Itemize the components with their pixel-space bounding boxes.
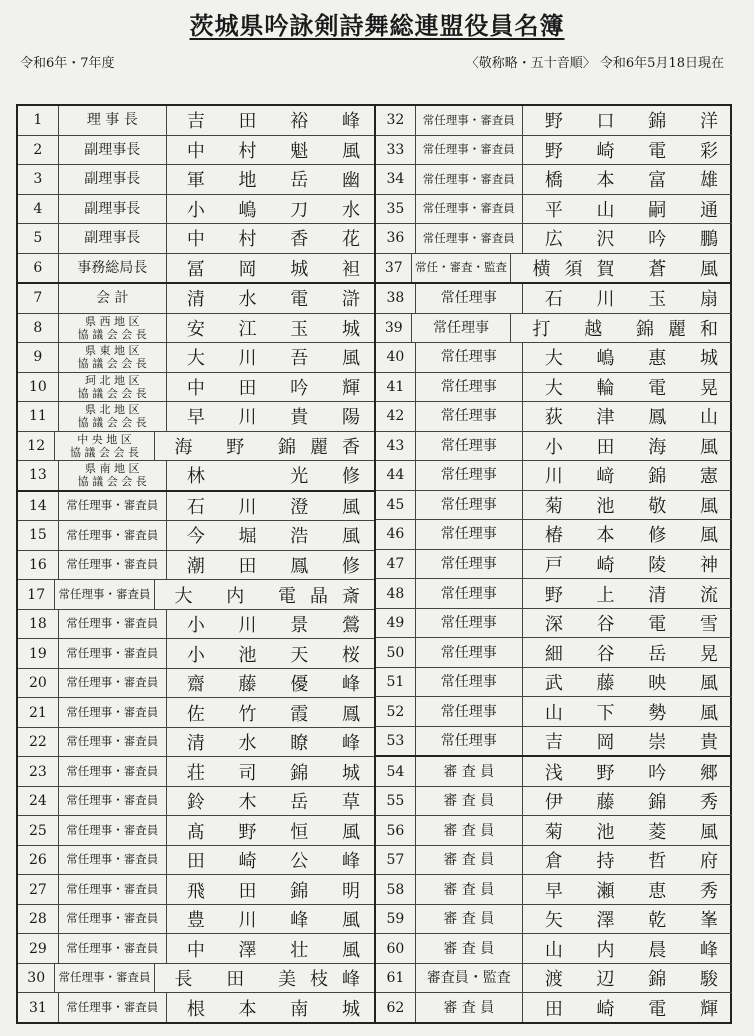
member-name: 菊 池 敬 風 — [544, 495, 732, 517]
member-number: 14 — [18, 492, 59, 521]
member-role: 常任理事・審査員 — [59, 905, 167, 934]
member-role: 常任理事・審査員 — [59, 639, 167, 668]
member-name: 中 田 吟 輝 — [186, 377, 374, 399]
table-row — [376, 106, 732, 136]
member-role: 常任理事・審査員 — [416, 165, 523, 194]
member-number: 38 — [376, 284, 416, 313]
member-role: 常任理事・審査員 — [416, 195, 523, 224]
member-role: 常任理事 — [416, 343, 523, 372]
member-number: 18 — [18, 610, 59, 639]
member-name: 海 野 錦麗香 — [174, 436, 374, 458]
member-name: 安 江 玉 城 — [186, 318, 374, 340]
roster-table — [16, 104, 732, 1024]
member-name: 早 瀬 恵 秀 — [544, 880, 732, 902]
member-name: 倉 持 哲 府 — [544, 851, 732, 873]
member-number: 34 — [376, 165, 416, 194]
member-name: 大 内 電晶斎 — [174, 585, 374, 607]
member-name: 田 崎 電 輝 — [544, 998, 732, 1020]
member-number: 50 — [376, 638, 416, 667]
member-number: 2 — [18, 136, 59, 165]
member-role: 常任理事・審査員 — [59, 846, 167, 875]
table-row — [376, 816, 732, 846]
member-role: 常任理事・審査員 — [59, 492, 167, 521]
table-row — [18, 610, 374, 640]
member-role: 常任理事・審査員 — [59, 521, 167, 550]
member-number: 20 — [18, 669, 59, 698]
member-name: 飛 田 錦 明 — [186, 880, 374, 902]
table-row — [18, 757, 374, 787]
member-name: 小 嶋 刀 水 — [186, 199, 374, 221]
table-row — [18, 521, 374, 551]
table-row — [376, 491, 732, 521]
table-row — [376, 993, 732, 1022]
table-row — [18, 846, 374, 876]
member-role: 常任理事・審査員 — [416, 106, 523, 135]
table-row — [376, 787, 732, 817]
member-role: 常任理事・審査員 — [59, 934, 167, 963]
member-number: 52 — [376, 697, 416, 726]
member-role: 副理事長 — [59, 165, 167, 194]
member-number: 1 — [18, 106, 59, 135]
member-name: 椿 本 修 風 — [544, 525, 732, 547]
member-number: 40 — [376, 343, 416, 372]
table-row — [376, 402, 732, 432]
member-role: 常任理事 — [416, 579, 523, 608]
member-role: 常任理事 — [416, 461, 523, 490]
member-name: 野 上 清 流 — [544, 584, 732, 606]
member-name: 大 川 吾 風 — [186, 348, 374, 370]
member-role: 常任理事 — [416, 609, 523, 638]
member-role: 常任理事 — [412, 314, 510, 343]
table-row — [18, 639, 374, 669]
table-row — [18, 492, 374, 522]
member-number: 32 — [376, 106, 416, 135]
member-name: 軍 地 岳 幽 — [186, 170, 374, 192]
member-name: 荘 司 錦 城 — [186, 762, 374, 784]
table-row — [18, 284, 374, 314]
table-row — [18, 165, 374, 195]
member-role: 審 査 員 — [416, 787, 523, 816]
member-name: 豊 川 峰 風 — [186, 910, 374, 932]
member-number: 48 — [376, 579, 416, 608]
member-number: 36 — [376, 224, 416, 253]
table-row — [376, 757, 732, 787]
member-number: 55 — [376, 787, 416, 816]
table-row — [18, 551, 374, 581]
member-role: 常任理事・審査員 — [59, 993, 167, 1022]
table-row — [18, 402, 374, 432]
member-name: 石 川 澄 風 — [186, 496, 374, 518]
member-number: 47 — [376, 550, 416, 579]
member-number: 62 — [376, 993, 416, 1022]
member-role: 常任理事・審査員 — [416, 224, 523, 253]
member-name: 今 堀 浩 風 — [186, 526, 374, 548]
member-name: 中 澤 壮 風 — [186, 939, 374, 961]
table-row — [376, 875, 732, 905]
table-row — [376, 314, 732, 344]
member-role: 副理事長 — [59, 195, 167, 224]
member-number: 9 — [18, 343, 59, 372]
member-role: 常任理事・審査員 — [59, 728, 167, 757]
member-number: 19 — [18, 639, 59, 668]
member-number: 33 — [376, 136, 416, 165]
member-name: 大 嶋 惠 城 — [544, 348, 732, 370]
member-name: 冨 岡 城 袒 — [186, 258, 374, 280]
member-name: 荻 津 鳳 山 — [544, 407, 732, 429]
member-role: 副理事長 — [59, 224, 167, 253]
member-role: 審 査 員 — [416, 905, 523, 934]
table-row — [376, 697, 732, 727]
member-role: 常任理事 — [416, 697, 523, 726]
member-name: 戸 崎 陵 神 — [544, 554, 732, 576]
member-role: 常任理事・審査員 — [59, 551, 167, 580]
member-number: 27 — [18, 875, 59, 904]
member-name: 野 崎 電 彩 — [544, 140, 732, 162]
member-name: 橋 本 富 雄 — [544, 170, 732, 192]
member-role: 常任理事・審査員 — [59, 698, 167, 727]
table-row — [376, 284, 732, 314]
table-row — [376, 195, 732, 225]
member-name: 渡 辺 錦 駿 — [544, 969, 732, 991]
member-role: 常任理事 — [416, 668, 523, 697]
member-role: 中 央 地 区 協 議 会 会 長 — [55, 432, 154, 461]
member-role: 理 事 長 — [59, 106, 167, 135]
roster-left-column — [18, 106, 376, 1022]
member-number: 57 — [376, 846, 416, 875]
member-name: 平 山 嗣 通 — [544, 199, 732, 221]
member-number: 43 — [376, 432, 416, 461]
member-name: 林 光 修 — [186, 466, 374, 488]
member-role: 事務総局長 — [59, 254, 167, 283]
member-number: 22 — [18, 728, 59, 757]
table-row — [18, 461, 374, 492]
member-role: 審 査 員 — [416, 934, 523, 963]
member-name: 小 池 天 桜 — [186, 644, 374, 666]
member-name: 吉 岡 崇 貴 — [544, 732, 732, 754]
member-number: 39 — [376, 314, 412, 343]
member-role: 常任理事・審査員 — [59, 816, 167, 845]
table-row — [376, 668, 732, 698]
member-number: 61 — [376, 964, 416, 993]
table-row — [18, 964, 374, 994]
member-number: 30 — [18, 964, 55, 993]
member-name: 清 水 電 滸 — [186, 289, 374, 311]
member-number: 59 — [376, 905, 416, 934]
member-number: 37 — [376, 254, 412, 283]
table-row — [376, 579, 732, 609]
member-number: 10 — [18, 373, 59, 402]
member-role: 常任理事・審査員 — [59, 669, 167, 698]
table-row — [376, 905, 732, 935]
member-name: 吉 田 裕 峰 — [186, 111, 374, 133]
member-name: 田 崎 公 峰 — [186, 851, 374, 873]
member-name: 鈴 木 岳 草 — [186, 792, 374, 814]
fiscal-year: 令和6年・7年度 — [20, 56, 115, 71]
table-row — [18, 314, 374, 344]
member-number: 8 — [18, 314, 59, 343]
member-number: 17 — [18, 580, 55, 609]
member-number: 23 — [18, 757, 59, 786]
member-role: 審 査 員 — [416, 993, 523, 1022]
member-role: 県 東 地 区 協 議 会 会 長 — [59, 343, 167, 372]
member-number: 54 — [376, 757, 416, 786]
table-row — [18, 728, 374, 758]
table-row — [376, 934, 732, 964]
member-name: 山 下 勢 風 — [544, 702, 732, 724]
table-row — [376, 432, 732, 462]
member-number: 49 — [376, 609, 416, 638]
date-note: 〈敬称略・五十音順〉 令和6年5月18日現在 — [465, 56, 724, 71]
member-number: 58 — [376, 875, 416, 904]
member-number: 6 — [18, 254, 59, 283]
member-name: 武 藤 映 風 — [544, 673, 732, 695]
table-row — [18, 875, 374, 905]
table-row — [18, 254, 374, 285]
member-number: 3 — [18, 165, 59, 194]
member-name: 石 川 玉 扇 — [544, 289, 732, 311]
member-number: 56 — [376, 816, 416, 845]
member-number: 26 — [18, 846, 59, 875]
member-name: 中 村 香 花 — [186, 229, 374, 251]
table-row — [18, 343, 374, 373]
member-role: 審査員・監査 — [416, 964, 523, 993]
member-name: 齋 藤 優 峰 — [186, 674, 374, 696]
member-name: 山 内 晨 峰 — [544, 939, 732, 961]
table-row — [376, 550, 732, 580]
table-row — [18, 106, 374, 136]
member-number: 21 — [18, 698, 59, 727]
table-row — [376, 964, 732, 994]
member-name: 菊 池 菱 風 — [544, 821, 732, 843]
member-role: 会 計 — [59, 284, 167, 313]
member-role: 常任理事・審査員 — [416, 136, 523, 165]
table-row — [376, 224, 732, 254]
member-role: 常任理事 — [416, 402, 523, 431]
member-number: 44 — [376, 461, 416, 490]
table-row — [18, 432, 374, 462]
member-role: 常任理事 — [416, 284, 523, 313]
table-row — [18, 669, 374, 699]
member-name: 矢 澤 乾 峯 — [544, 910, 732, 932]
member-name: 根 本 南 城 — [186, 998, 374, 1020]
member-role: 常任理事・審査員 — [59, 787, 167, 816]
table-row — [18, 993, 374, 1022]
member-role: 常任理事 — [416, 550, 523, 579]
member-name: 川 﨑 錦 憲 — [544, 466, 732, 488]
member-role: 珂 北 地 区 協 議 会 会 長 — [59, 373, 167, 402]
member-number: 29 — [18, 934, 59, 963]
member-role: 常任理事 — [416, 373, 523, 402]
member-role: 常任理事 — [416, 432, 523, 461]
table-row — [18, 195, 374, 225]
member-role: 常任理事 — [416, 520, 523, 549]
table-row — [18, 905, 374, 935]
member-name: 細 谷 岳 晃 — [544, 643, 732, 665]
member-role: 副理事長 — [59, 136, 167, 165]
member-number: 15 — [18, 521, 59, 550]
member-number: 5 — [18, 224, 59, 253]
table-row — [376, 638, 732, 668]
member-number: 28 — [18, 905, 59, 934]
member-role: 県 南 地 区 協 議 会 会 長 — [59, 461, 167, 490]
table-row — [18, 816, 374, 846]
member-role: 常任理事・審査員 — [55, 964, 154, 993]
table-row — [376, 343, 732, 373]
member-role: 常任理事 — [416, 491, 523, 520]
member-name: 大 輪 電 晃 — [544, 377, 732, 399]
member-name: 髙 野 恒 風 — [186, 821, 374, 843]
table-row — [376, 727, 732, 758]
member-role: 県 西 地 区 協 議 会 会 長 — [59, 314, 167, 343]
table-row — [18, 698, 374, 728]
table-row — [18, 373, 374, 403]
page-title: 茨城県吟詠剣詩舞総連盟役員名簿 — [189, 11, 565, 40]
table-row — [18, 580, 374, 610]
table-row — [376, 373, 732, 403]
table-row — [376, 136, 732, 166]
member-role: 常任理事・審査員 — [59, 757, 167, 786]
member-role: 常任理事 — [416, 727, 523, 756]
table-row — [18, 934, 374, 964]
member-number: 11 — [18, 402, 59, 431]
member-number: 60 — [376, 934, 416, 963]
member-name: 潮 田 鳳 修 — [186, 555, 374, 577]
member-number: 42 — [376, 402, 416, 431]
table-row — [18, 224, 374, 254]
table-row — [376, 254, 732, 285]
member-number: 13 — [18, 461, 59, 490]
table-row — [18, 136, 374, 166]
member-role: 審 査 員 — [416, 816, 523, 845]
member-role: 常任・審査・監査 — [412, 254, 510, 283]
member-role: 県 北 地 区 協 議 会 会 長 — [59, 402, 167, 431]
member-role: 常任理事・審査員 — [55, 580, 154, 609]
member-role: 常任理事 — [416, 638, 523, 667]
member-name: 伊 藤 錦 秀 — [544, 792, 732, 814]
table-row — [376, 461, 732, 491]
member-name: 清 水 瞭 峰 — [186, 733, 374, 755]
member-number: 53 — [376, 727, 416, 756]
member-number: 25 — [18, 816, 59, 845]
member-number: 41 — [376, 373, 416, 402]
roster-right-column — [376, 106, 732, 1022]
member-number: 46 — [376, 520, 416, 549]
member-role: 審 査 員 — [416, 875, 523, 904]
member-number: 7 — [18, 284, 59, 313]
member-role: 審 査 員 — [416, 846, 523, 875]
member-role: 常任理事・審査員 — [59, 610, 167, 639]
member-role: 常任理事・審査員 — [59, 875, 167, 904]
member-number: 12 — [18, 432, 55, 461]
member-number: 4 — [18, 195, 59, 224]
member-role: 審 査 員 — [416, 757, 523, 786]
table-row — [376, 520, 732, 550]
member-name: 深 谷 電 雪 — [544, 614, 732, 636]
table-row — [376, 846, 732, 876]
member-name: 打 越 錦麗和 — [532, 318, 732, 340]
member-number: 31 — [18, 993, 59, 1022]
member-name: 長 田 美枝峰 — [174, 969, 374, 991]
member-name: 佐 竹 霞 鳳 — [186, 703, 374, 725]
member-name: 広 沢 吟 鵬 — [544, 229, 732, 251]
member-name: 横須賀 蒼 風 — [532, 258, 732, 280]
member-number: 45 — [376, 491, 416, 520]
member-number: 16 — [18, 551, 59, 580]
member-name: 小 田 海 風 — [544, 436, 732, 458]
member-name: 浅 野 吟 郷 — [544, 762, 732, 784]
member-number: 51 — [376, 668, 416, 697]
table-row — [376, 609, 732, 639]
table-row — [376, 165, 732, 195]
table-row — [18, 787, 374, 817]
member-number: 35 — [376, 195, 416, 224]
member-number: 24 — [18, 787, 59, 816]
member-name: 野 口 錦 洋 — [544, 111, 732, 133]
member-name: 小 川 景 鶯 — [186, 615, 374, 637]
member-name: 早 川 貴 陽 — [186, 407, 374, 429]
member-name: 中 村 魁 風 — [186, 140, 374, 162]
